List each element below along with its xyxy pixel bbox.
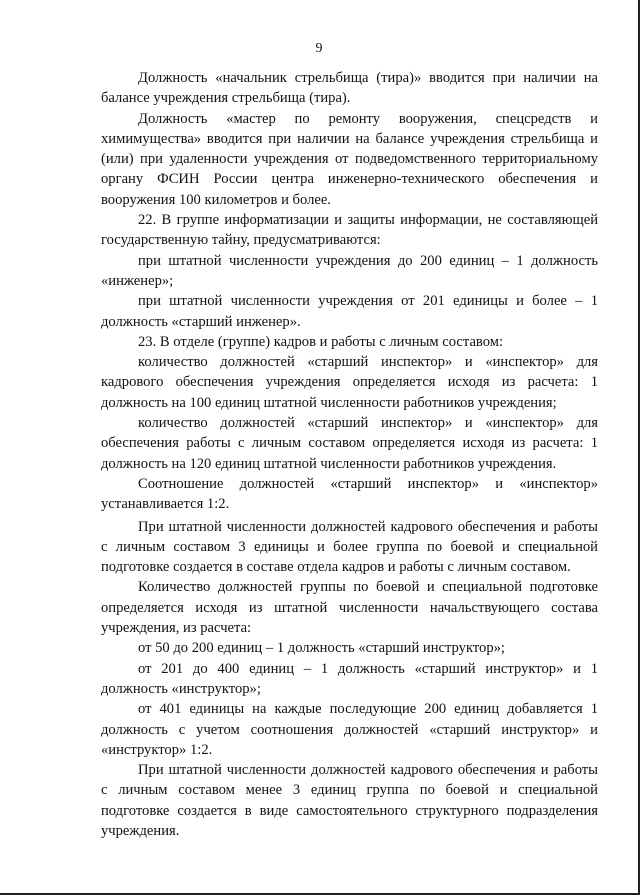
paragraph: количество должностей «старший инспектор» и «инспектор» для кадрового обеспечения учреждения определяется исходя из расчета: 1 должность на 100 единиц штатной численности работников учреждения; <box>101 354 598 411</box>
paragraph: Должность «начальник стрельбища (тира)» вводится при наличии на балансе учреждения стрельбища (тира). <box>101 70 598 107</box>
paragraph: от 50 до 200 единиц – 1 должность «старший инструктор»; <box>138 640 505 657</box>
paragraph: Количество должностей группы по боевой и специальной подготовке определяется исходя из штатной численности начальствующего состава учреждения, из расчета: <box>101 579 598 637</box>
paragraph: 22. В группе информатизации и защиты информации, не составляющей государственную тайну, предусматриваются: <box>101 212 598 249</box>
paragraph: количество должностей «старший инспектор» и «инспектор» для обеспечения работы с личным составом определяется исходя из расчета: 1 должность на 120 единиц штатной численности работников учреждения. <box>101 415 598 472</box>
paragraph: При штатной численности должностей кадрового обеспечения и работы с личным составом менее 3 единиц группа по боевой и специальной подготовке создается в виде самостоятельного структурного подразделения учреждения. <box>101 762 598 839</box>
paragraph: при штатной численности учреждения от 201 единицы и более – 1 должность «старший инженер». <box>101 293 598 330</box>
paragraph: Должность «мастер по ремонту вооружения, спецсредств и химимущества» вводится при наличии на балансе учреждения стрельбища и (или) при удаленности учреждения от подведомственного территориальному органу ФСИН России центра инженерно-технического обеспечения и вооружения 100 километров и более. <box>101 110 598 208</box>
paragraph: при штатной численности учреждения до 200 единиц – 1 должность «инженер»; <box>101 252 598 289</box>
paragraph: от 201 до 400 единиц – 1 должность «старший инструктор» и 1 должность «инструктор»; <box>101 660 598 697</box>
paragraph: Соотношение должностей «старший инспектор» и «инспектор» устанавливается 1:2. <box>101 475 598 513</box>
page-number: 9 <box>315 41 323 56</box>
paragraph: При штатной численности должностей кадрового обеспечения и работы с личным составом 3 единицы и более группа по боевой и специальной подготовке создается в составе отдела кадров и работы с личным составом. <box>101 518 598 576</box>
document-body <box>101 68 598 841</box>
paragraph: 23. В отделе (группе) кадров и работы с личным составом: <box>138 333 504 350</box>
paragraph: от 401 единицы на каждые последующие 200 единиц добавляется 1 должность с учетом соотношения должностей «старший инструктор» и «инструктор» 1:2. <box>101 701 598 758</box>
